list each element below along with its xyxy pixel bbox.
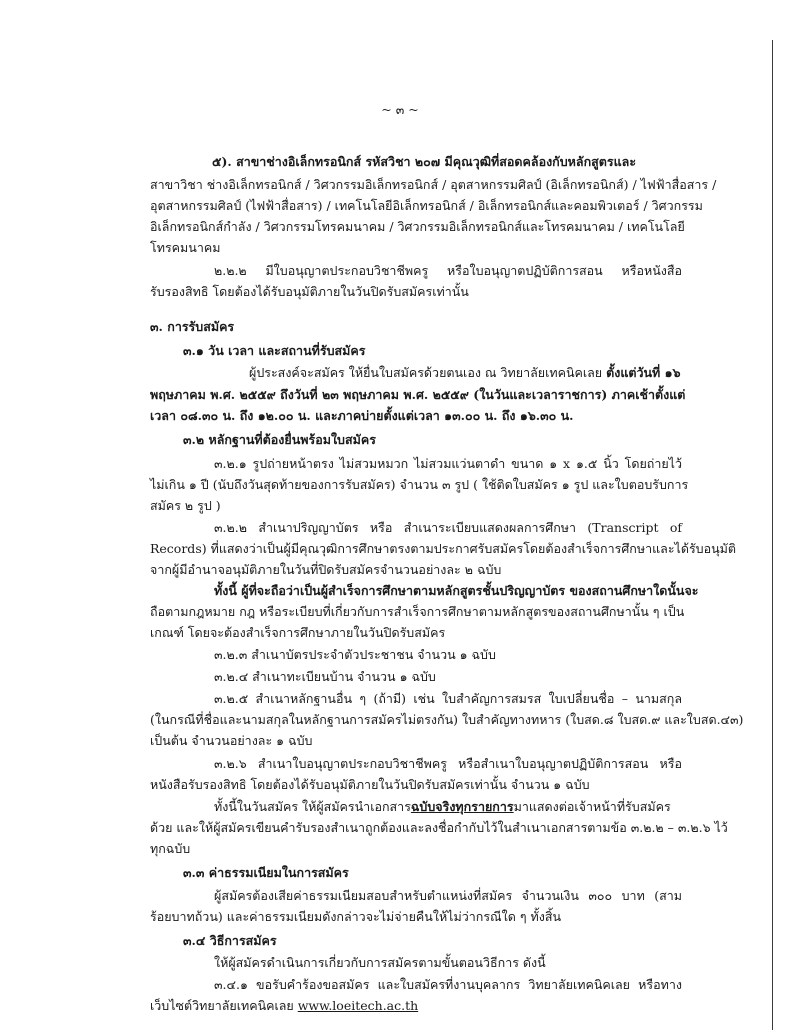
text-line: โทรคมนาคม bbox=[150, 240, 221, 255]
text-line: อิเล็กทรอนิกส์กำลัง / วิศวกรรมโทรคมนาคม / วิศวกรรมอิเล็กทรอนิกส์และโทรคมนาคม / เทคโนโลยี bbox=[150, 219, 685, 234]
section-heading-application: ๓. การรับสมัคร bbox=[150, 319, 235, 334]
text-line: ๒.๒.๒ มีใบอนุญาตประกอบวิชาชีพครู หรือใบอนุญาตปฏิบัติการสอน หรือหนังสือ bbox=[214, 263, 682, 278]
text-span: เว็บไซต์วิทยาลัยเทคนิคเลย bbox=[150, 998, 298, 1013]
text-line-bold: เวลา ๐๘.๓๐ น. ถึง ๑๒.๐๐ น. และภาคบ่ายตั้งแต่เวลา ๑๓.๐๐ น. ถึง ๑๖.๓๐ น. bbox=[150, 408, 574, 423]
text-line: อุตสาหกรรมศิลป์ (ไฟฟ้าสื่อสาร) / เทคโนโลยีอิเล็กทรอนิกส์ / อิเล็กทรอนิกส์และคอมพิวเตอร์ / วิศวกรรม bbox=[150, 198, 703, 213]
text-line: ถือตามกฎหมาย กฎ หรือระเบียบที่เกี่ยวกับการสำเร็จการศึกษาตามหลักสูตรของสถานศึกษานั้น ๆ เป็น bbox=[150, 604, 685, 619]
website-link[interactable]: www.loeitech.ac.th bbox=[297, 998, 419, 1013]
text-span-bold: ตั้งแต่วันที่ ๑๖ bbox=[606, 365, 681, 380]
text-line: สมัคร ๒ รูป ) bbox=[150, 498, 221, 513]
text-line: ๓.๔.๑ ขอรับคำร้องขอสมัคร และใบสมัครที่งานบุคลากร วิทยาลัยเทคนิคเลย หรือทาง bbox=[214, 977, 682, 992]
text-line: ๓.๒.๖ สำเนาใบอนุญาตประกอบวิชาชีพครู หรือสำเนาใบอนุญาตปฏิบัติการสอน หรือ bbox=[214, 756, 682, 771]
text-line: หนังสือรับรองสิทธิ โดยต้องได้รับอนุมัติภายในวันปิดรับสมัครเท่านั้น จำนวน ๑ ฉบับ bbox=[150, 777, 590, 792]
page-number: ~ ๓ ~ bbox=[381, 102, 419, 117]
text-line bbox=[150, 997, 682, 1015]
subsection-heading-date-place: ๓.๑ วัน เวลา และสถานที่รับสมัคร bbox=[183, 343, 366, 358]
text-line: ไม่เกิน ๑ ปี (นับถึงวันสุดท้ายของการรับสมัคร) จำนวน ๓ รูป ( ใช้ติดใบสมัคร ๑ รูป และใบตอบรับการ bbox=[150, 477, 689, 492]
text-line-bold: พฤษภาคม พ.ศ. ๒๕๕๙ ถึงวันที่ ๒๓ พฤษภาคม พ.ศ. ๒๕๕๙ (ในวันและเวลาราชการ) ภาคเช้าตั้งแต่ bbox=[150, 387, 686, 402]
subsection-heading-documents: ๓.๒ หลักฐานที่ต้องยื่นพร้อมใบสมัคร bbox=[183, 432, 376, 447]
text-line bbox=[249, 364, 682, 382]
text-line-bold: ทั้งนี้ ผู้ที่จะถือว่าเป็นผู้สำเร็จการศึกษาตามหลักสูตรชั้นปริญญาบัตร ของสถานศึกษาใดนั้นจะ bbox=[214, 583, 699, 598]
text-line bbox=[214, 798, 682, 816]
text-line: ด้วย และให้ผู้สมัครเขียนคำรับรองสำเนาถูกต้องและลงชื่อกำกับไว้ในสำเนาเอกสารตามข้อ ๓.๒.๒ – ๓.๒.๖ ไว้ bbox=[150, 820, 728, 835]
text-line: ให้ผู้สมัครดำเนินการเกี่ยวกับการสมัครตามขั้นตอนวิธีการ ดังนี้ bbox=[214, 955, 546, 970]
text-line: Records) ที่แสดงว่าเป็นผู้มีคุณวุฒิการศึกษาตรงตามประกาศรับสมัครโดยต้องสำเร็จการศึกษาและได้รับอนุมัติ bbox=[150, 541, 736, 556]
text-line: ผู้สมัครต้องเสียค่าธรรมเนียมสอบสำหรับตำแหน่งที่สมัคร จำนวนเงิน ๓๐๐ บาท (สาม bbox=[214, 888, 682, 903]
text-line: ร้อยบาทถ้วน) และค่าธรรมเนียมดังกล่าวจะไม่จ่ายคืนให้ไม่ว่ากรณีใด ๆ ทั้งสิ้น bbox=[150, 909, 562, 924]
text-line: (ในกรณีที่ชื่อและนามสกุลในหลักฐานการสมัครไม่ตรงกัน) ใบสำคัญทางทหาร (ใบสด.๘ ใบสด.๙ และใบสด.๔๓) bbox=[150, 712, 744, 727]
text-line: จากผู้มีอำนาจอนุมัติภายในวันที่ปิดรับสมัครจำนวนอย่างละ ๒ ฉบับ bbox=[150, 562, 502, 577]
text-span-emphasis: ฉบับจริงทุกรายการ bbox=[410, 799, 514, 814]
text-line: เกณฑ์ โดยจะต้องสำเร็จการศึกษาภายในวันปิดรับสมัคร bbox=[150, 625, 446, 640]
text-line: ๓.๒.๑ รูปถ่ายหน้าตรง ไม่สวมหมวก ไม่สวมแว่นตาดำ ขนาด ๑ x ๑.๕ นิ้ว โดยถ่ายไว้ bbox=[214, 456, 682, 471]
text-line: เป็นต้น จำนวนอย่างละ ๑ ฉบับ bbox=[150, 733, 313, 748]
text-line: สาขาวิชา ช่างอิเล็กทรอนิกส์ / วิศวกรรมอิเล็กทรอนิกส์ / อุตสาหกรรมศิลป์ (อิเล็กทรอนิกส์) / ไฟฟ้าสื่อสาร / bbox=[150, 177, 717, 192]
text-span: ทั้งนี้ในวันสมัคร ให้ผู้สมัครนำเอกสาร bbox=[214, 799, 411, 814]
text-span: มาแสดงต่อเจ้าหน้าที่รับสมัคร bbox=[513, 799, 671, 814]
text-line: ๓.๒.๔ สำเนาทะเบียนบ้าน จำนวน ๑ ฉบับ bbox=[214, 669, 436, 684]
text-line: ๓.๒.๒ สำเนาปริญญาบัตร หรือ สำเนาระเบียบแสดงผลการศึกษา (Transcript of bbox=[214, 520, 682, 535]
text-line: ทุกฉบับ bbox=[150, 841, 191, 856]
text-line: รับรองสิทธิ โดยต้องได้รับอนุมัติภายในวันปิดรับสมัครเท่านั้น bbox=[150, 284, 469, 299]
subsection-heading-fees: ๓.๓ ค่าธรรมเนียมในการสมัคร bbox=[183, 865, 349, 880]
subsection-heading-method: ๓.๔ วิธีการสมัคร bbox=[183, 933, 277, 948]
major-electronics-heading: ๕). สาขาช่างอิเล็กทรอนิกส์ รหัสวิชา ๒๐๗ มีคุณวุฒิที่สอดคล้องกับหลักสูตรและ bbox=[212, 154, 637, 169]
page-edge-line bbox=[772, 40, 773, 1030]
text-line: ๓.๒.๕ สำเนาหลักฐานอื่น ๆ (ถ้ามี) เช่น ใบสำคัญการสมรส ใบเปลี่ยนชื่อ – นามสกุล bbox=[214, 691, 682, 706]
text-span: ผู้ประสงค์จะสมัคร ให้ยื่นใบสมัครด้วยตนเอง ณ วิทยาลัยเทคนิคเลย bbox=[249, 365, 607, 380]
text-line: ๓.๒.๓ สำเนาบัตรประจำตัวประชาชน จำนวน ๑ ฉบับ bbox=[214, 647, 496, 662]
